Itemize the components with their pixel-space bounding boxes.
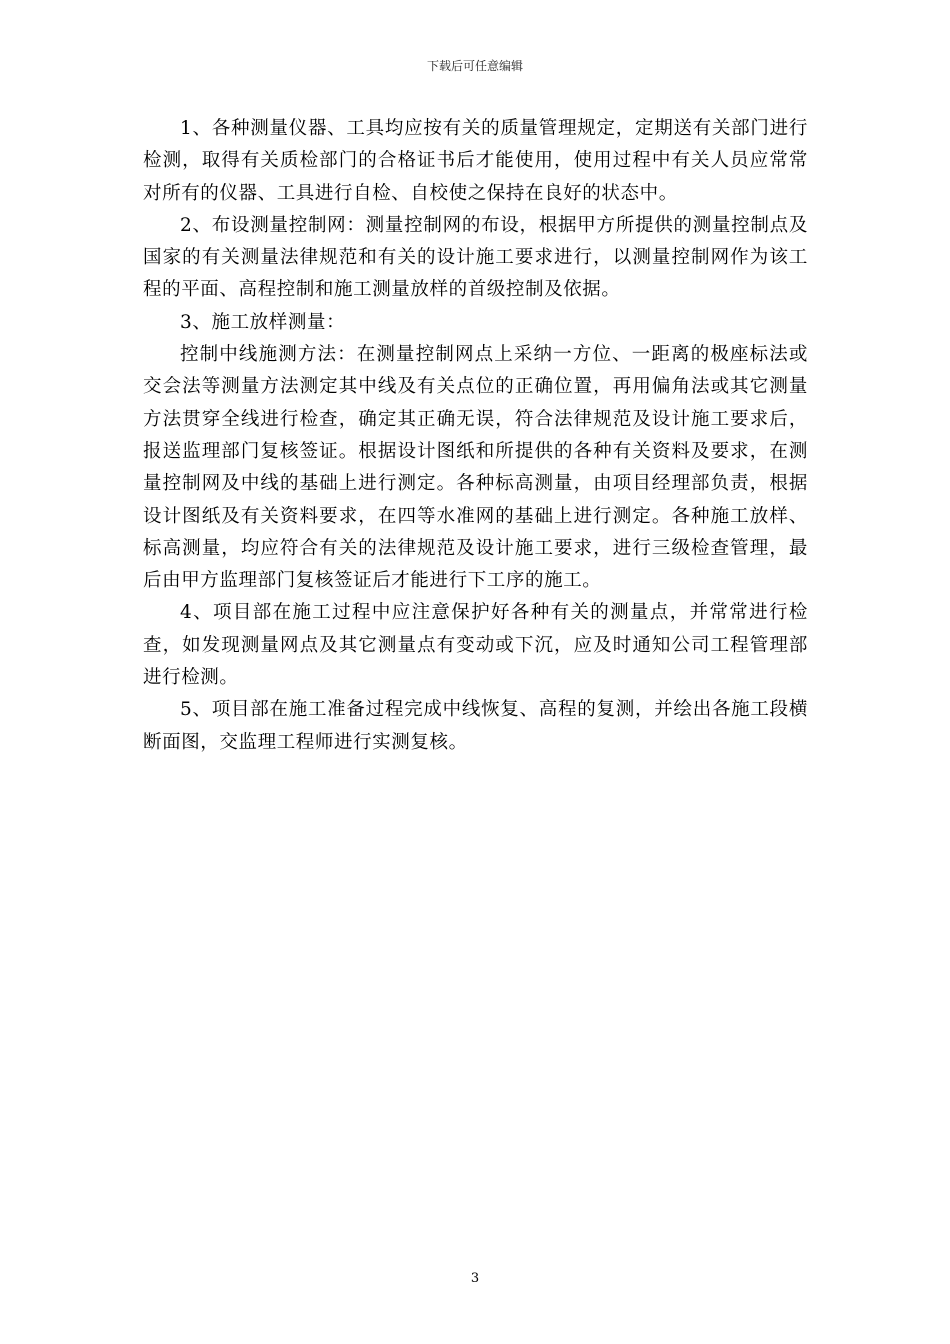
paragraph-5: 4、项目部在施工过程中应注意保护好各种有关的测量点，并常常进行检查，如发现测量网点及其它测量点有变动或下沉，应及时通知公司工程管理部进行检测。: [143, 602, 808, 689]
page-number: 3: [470, 1271, 480, 1286]
paragraph-6: 5、项目部在施工准备过程完成中线恢复、高程的复测，并绘出各施工段横断面图，交监理工程师进行实测复核。: [143, 699, 808, 753]
document-body: [143, 113, 808, 759]
paragraph-4: 控制中线施测方法：在测量控制网点上采纳一方位、一距离的极座标法或交会法等测量方法测定其中线及有关点位的正确位置，再用偏角法或其它测量方法贯穿全线进行检查，确定其正确无误，符合法律规范及设计施工要求后，报送监理部门复核签证。根据设计图纸和所提供的各种有关资料及要求，在测量控制网及中线的基础上进行测定。各种标高测量，由项目经理部负责，根据设计图纸及有关资料要求，在四等水准网的基础上进行测定。各种施工放样、标高测量，均应符合有关的法律规范及设计施工要求，进行三级检查管理，最后由甲方监理部门复核签证后才能进行下工序的施工。: [143, 344, 808, 592]
paragraph-1: 1、各种测量仪器、工具均应按有关的质量管理规定，定期送有关部门进行检测，取得有关质检部门的合格证书后才能使用，使用过程中有关人员应常常对所有的仪器、工具进行自检、自校使之保持在良好的状态中。: [143, 118, 808, 204]
paragraph-2: 2、布设测量控制网：测量控制网的布设，根据甲方所提供的测量控制点及国家的有关测量法律规范和有关的设计施工要求进行，以测量控制网作为该工程的平面、高程控制和施工测量放样的首级控制及依据。: [143, 214, 808, 301]
page-header: 下载后可任意编辑: [426, 59, 523, 73]
paragraph-3: 3、施工放样测量：: [180, 311, 346, 333]
